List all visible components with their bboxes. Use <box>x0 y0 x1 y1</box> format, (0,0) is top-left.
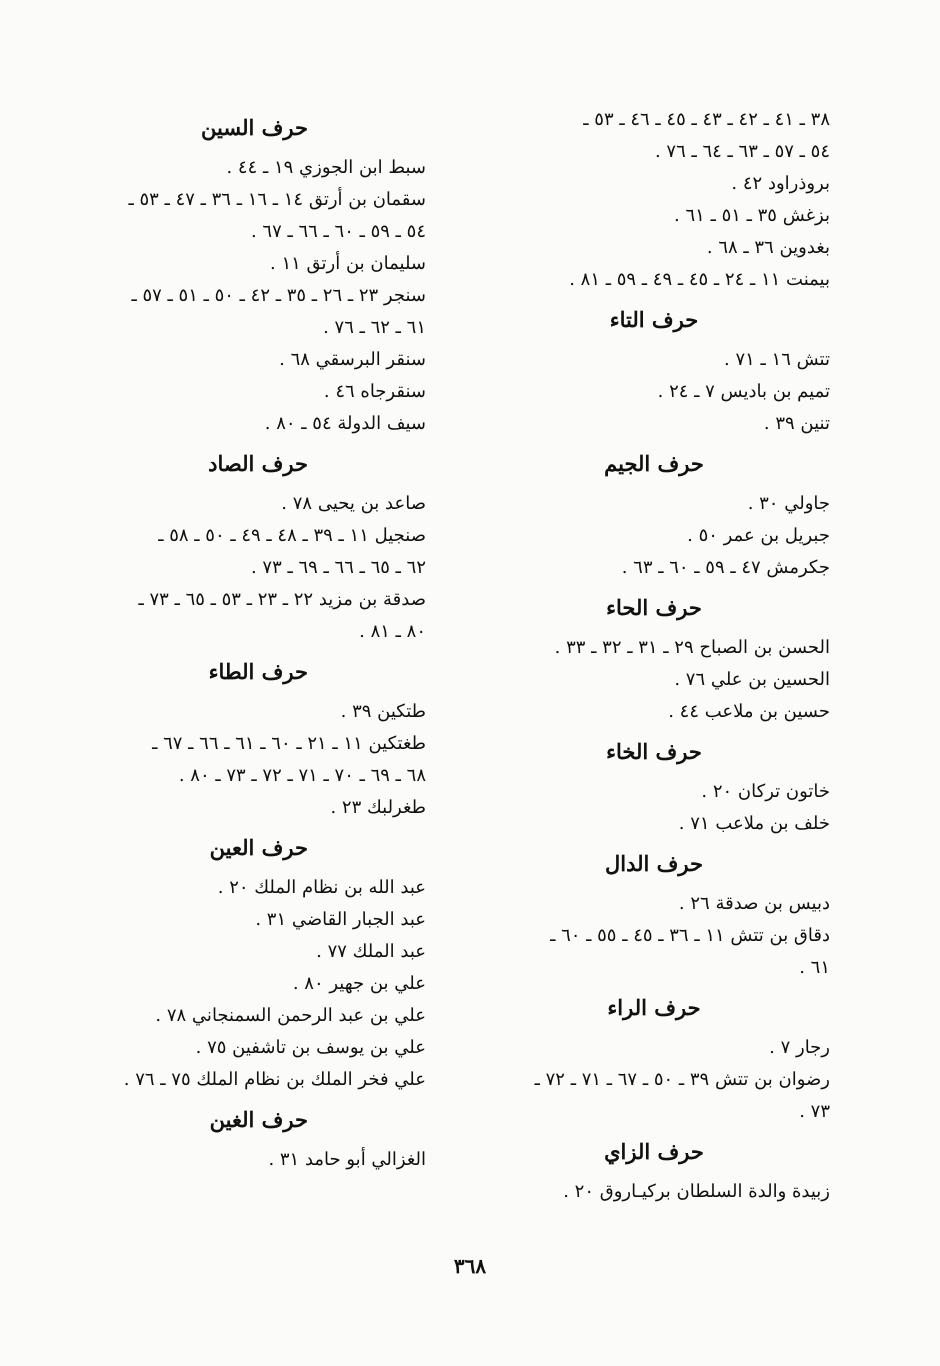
index-section <box>478 846 830 984</box>
index-entry: خاتون تركان ٢٠ . <box>701 781 830 802</box>
index-entry: علي بن عبد الرحمن السمنجاني ٧٨ . <box>155 1005 426 1026</box>
section-heading: حرف الراء <box>607 995 701 1020</box>
index-entry: رجار ٧ . <box>769 1037 830 1058</box>
section-heading: حرف العين <box>209 835 308 860</box>
index-entry: سنقرجاه ٤٦ . <box>323 381 426 402</box>
index-entry: الحسن بن الصباح ٢٩ ـ ٣١ ـ ٣٢ ـ ٣٣ . <box>554 637 830 658</box>
index-entry: الغزالي أبو حامد ٣١ . <box>268 1149 426 1170</box>
section-heading: حرف الحاء <box>606 595 702 620</box>
index-entry: ٦٨ ـ ٦٩ ـ ٧٠ ـ ٧١ ـ ٧٢ ـ ٧٣ ـ ٨٠ . <box>178 765 426 786</box>
index-entry: ٥٤ ـ ٥٩ ـ ٦٠ ـ ٦٦ ـ ٦٧ . <box>250 221 426 242</box>
index-section <box>478 734 830 840</box>
section-heading: حرف الطاء <box>208 659 308 684</box>
index-entry: عبد الله بن نظام الملك ٢٠ . <box>217 877 426 898</box>
index-entry: الحسين بن علي ٧٦ . <box>674 669 830 690</box>
section-heading: حرف الدال <box>605 851 703 876</box>
index-section <box>478 590 830 728</box>
index-section <box>72 654 426 824</box>
index-entry: سقمان بن أرتق ١٤ ـ ١٦ ـ ٣٦ ـ ٤٧ ـ ٥٣ ـ <box>128 189 426 210</box>
index-entry: زبيدة والدة السلطان بركيـاروق ٢٠ . <box>563 1181 830 1202</box>
index-entry: ٨٠ ـ ٨١ . <box>359 621 426 642</box>
index-section <box>478 302 830 440</box>
index-entry: عبد الملك ٧٧ . <box>316 941 426 962</box>
index-entry: دقاق بن تتش ١١ ـ ٣٦ ـ ٤٥ ـ ٥٥ ـ ٦٠ ـ <box>550 925 830 946</box>
index-entry: سبط ابن الجوزي ١٩ ـ ٤٤ . <box>226 157 426 178</box>
index-entry: جاولي ٣٠ . <box>747 493 830 514</box>
index-entry: ٦٢ ـ ٦٥ ـ ٦٦ ـ ٦٩ ـ ٧٣ . <box>250 557 426 578</box>
index-entry: بغدوين ٣٦ ـ ٦٨ . <box>706 237 830 258</box>
index-entry: بزغش ٣٥ ـ ٥١ ـ ٦١ . <box>674 205 830 226</box>
page-number: ٣٦٨ <box>453 1254 487 1278</box>
index-entry: بيمنت ١١ ـ ٢٤ ـ ٤٥ ـ ٤٩ ـ ٥٩ ـ ٨١ . <box>569 269 830 290</box>
index-section <box>72 446 426 648</box>
index-entry: تتش ١٦ ـ ٧١ . <box>724 349 830 370</box>
index-entry: ٥٤ ـ ٥٧ ـ ٦٣ ـ ٦٤ ـ ٧٦ . <box>654 141 830 162</box>
index-section <box>478 446 830 584</box>
section-heading: حرف الجيم <box>604 451 704 476</box>
index-entry: صدقة بن مزيد ٢٢ ـ ٢٣ ـ ٥٣ ـ ٦٥ ـ ٧٣ ـ <box>138 589 426 610</box>
left-column <box>72 104 426 1176</box>
index-entry: دبيس بن صدقة ٢٦ . <box>678 893 830 914</box>
index-entry: رضوان بن تتش ٣٩ ـ ٥٠ ـ ٦٧ ـ ٧١ ـ ٧٢ ـ <box>534 1069 830 1090</box>
index-entry: صاعد بن يحيى ٧٨ . <box>281 493 426 514</box>
index-entry: علي بن يوسف بن تاشفين ٧٥ . <box>195 1037 426 1058</box>
index-entry: ٦١ ـ ٦٢ ـ ٧٦ . <box>323 317 426 338</box>
index-section <box>478 104 830 296</box>
index-entry: سنجر ٢٣ ـ ٢٦ ـ ٣٥ ـ ٤٢ ـ ٥٠ ـ ٥١ ـ ٥٧ ـ <box>131 285 426 306</box>
index-entry: طغرلبك ٢٣ . <box>330 797 426 818</box>
index-entry: ٣٨ ـ ٤١ ـ ٤٢ ـ ٤٣ ـ ٤٥ ـ ٤٦ ـ ٥٣ ـ <box>583 109 830 130</box>
index-entry: سليمان بن أرتق ١١ . <box>270 253 426 274</box>
right-column <box>478 104 830 1208</box>
section-heading: حرف الصاد <box>208 451 308 476</box>
index-entry: بروذراود ٤٢ . <box>731 173 830 194</box>
index-section <box>72 1102 426 1176</box>
index-section <box>72 830 426 1096</box>
section-heading: حرف الزاي <box>604 1139 704 1164</box>
index-entry: تميم بن باديس ٧ ـ ٢٤ . <box>657 381 830 402</box>
index-section <box>72 110 426 440</box>
index-entry: خلف بن ملاعب ٧١ . <box>678 813 830 834</box>
section-heading: حرف السين <box>201 115 308 140</box>
section-heading: حرف الغين <box>209 1107 308 1132</box>
index-entry: طتكين ٣٩ . <box>340 701 426 722</box>
index-section <box>478 1134 830 1208</box>
index-entry: سيف الدولة ٥٤ ـ ٨٠ . <box>264 413 426 434</box>
index-entry: علي بن جهير ٨٠ . <box>292 973 426 994</box>
section-heading: حرف الخاء <box>606 739 702 764</box>
index-entry: حسين بن ملاعب ٤٤ . <box>668 701 830 722</box>
index-entry: جكرمش ٤٧ ـ ٥٩ ـ ٦٠ ـ ٦٣ . <box>621 557 830 578</box>
index-entry: عبد الجبار القاضي ٣١ . <box>255 909 426 930</box>
index-entry: سنقر البرسقي ٦٨ . <box>279 349 426 370</box>
index-entry: جبريل بن عمر ٥٠ . <box>687 525 830 546</box>
index-entry: طغتكين ١١ ـ ٢١ ـ ٦٠ ـ ٦١ ـ ٦٦ ـ ٦٧ ـ <box>152 733 426 754</box>
index-entry: صنجيل ١١ ـ ٣٩ ـ ٤٨ ـ ٤٩ ـ ٥٠ ـ ٥٨ ـ <box>158 525 426 546</box>
index-entry: ٧٣ . <box>799 1101 830 1122</box>
index-section <box>478 990 830 1128</box>
section-heading: حرف التاء <box>609 307 699 332</box>
index-entry: ٦١ . <box>799 957 830 978</box>
index-entry: علي فخر الملك بن نظام الملك ٧٥ ـ ٧٦ . <box>123 1069 426 1090</box>
index-entry: تنين ٣٩ . <box>763 413 830 434</box>
